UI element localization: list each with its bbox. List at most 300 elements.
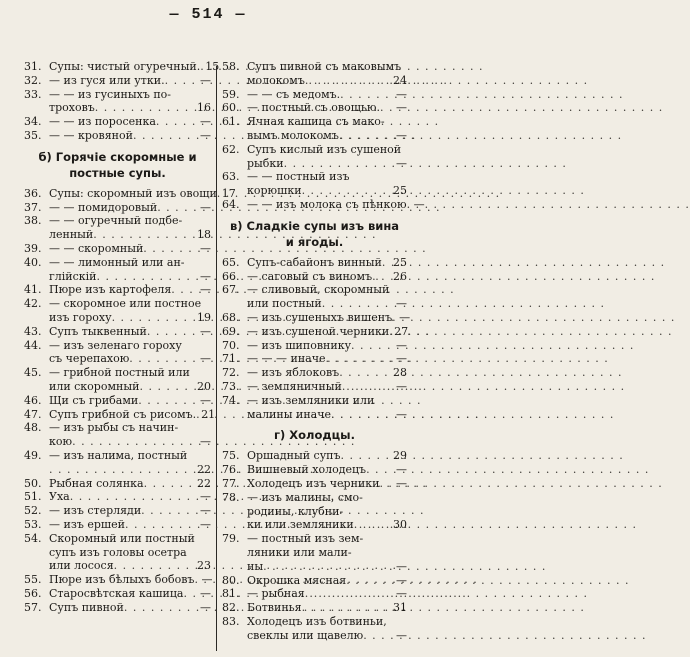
entry-page: 26 (393, 269, 407, 283)
toc-entry (222, 601, 407, 615)
dot-leader (284, 157, 393, 171)
entry-text: Супъ пивной съ маковымъ (247, 60, 402, 73)
toc-entry (24, 115, 211, 129)
section-heading: в) Сладкіе супы изъ вина и ягоды. (229, 218, 400, 249)
entry-text: глійскій (49, 269, 97, 283)
entry-text: Оршадный супъ (247, 449, 341, 463)
toc-entry (24, 242, 211, 256)
dot-leader (157, 201, 197, 215)
entry-number: 72. (222, 366, 240, 380)
entry-page: — (200, 200, 211, 214)
entry-number: 81. (222, 587, 240, 601)
right-column (222, 60, 425, 642)
toc-entry (222, 283, 407, 297)
entry-text: съ черепахою (49, 352, 130, 366)
entry-text: Супы: чистый огуречный. (49, 60, 201, 73)
entry-number: 55. (24, 573, 42, 587)
entry-page: — (396, 407, 407, 421)
toc-entry (24, 201, 211, 215)
entry-text: — — съ медомъ. (247, 87, 341, 101)
toc-entry (24, 129, 211, 143)
dot-leader (382, 256, 392, 270)
entry-number: 73. (222, 379, 240, 393)
entry-number: 82. (222, 601, 240, 615)
entry-number: 67. (222, 283, 240, 297)
toc-entry (24, 339, 211, 353)
entry-text: ны (247, 559, 264, 573)
entry-text: Пюре изъ картофеля (49, 283, 172, 297)
entry-number: 39. (24, 241, 42, 255)
entry-page: — (396, 587, 407, 601)
toc-entry (222, 477, 407, 491)
toc-entry (222, 256, 407, 270)
entry-page: 29 (393, 449, 407, 463)
entry-text: супъ изъ головы осетра (49, 545, 187, 559)
entry-page: 25 (393, 255, 407, 269)
toc-entry (222, 270, 407, 284)
entry-page: — (396, 156, 407, 170)
entry-page: 27 (394, 324, 409, 338)
entry-text: — постный съ овощью. (247, 101, 380, 115)
toc-entry (222, 60, 407, 74)
toc-entry (24, 504, 211, 518)
entry-text: Супъ тыквенный (49, 324, 147, 338)
entry-continuation (24, 380, 211, 394)
entry-page: — (396, 101, 407, 115)
entry-text: — — огуречный подбе- (49, 214, 183, 228)
entry-page: — (200, 73, 211, 87)
entry-text: — изъ сушеныхъ вишенъ (247, 310, 393, 324)
entry-number: 68. (222, 310, 240, 324)
entry-text: — изъ налима, постный (49, 448, 188, 462)
toc-entry (24, 325, 211, 339)
entry-page: 30 (393, 518, 407, 532)
entry-page: 20 (197, 379, 211, 393)
entry-number: 43. (24, 324, 42, 338)
entry-text: ленный (49, 228, 94, 242)
dot-leader (112, 311, 196, 325)
entry-text: — изъ зеленаго гороху (49, 338, 182, 352)
dot-leader (49, 463, 196, 477)
entry-number: 54. (24, 531, 42, 545)
entry-text: — изъ стерляди (49, 504, 142, 518)
entry-page: — (396, 573, 407, 587)
section-heading: г) Холодцы. (274, 428, 355, 443)
toc-entry (24, 601, 211, 615)
entry-continuation (24, 546, 211, 560)
entry-text: Холодецъ изъ черники (247, 476, 380, 490)
entry-page: 17 (221, 186, 236, 200)
toc-entry (222, 574, 407, 588)
toc-entry (222, 197, 425, 212)
entry-number: 48. (24, 421, 42, 435)
entry-page: — (399, 310, 411, 324)
toc-entry (24, 490, 211, 504)
entry-page: — (200, 241, 211, 255)
toc-entry (24, 532, 211, 546)
entry-text: — из гуся или утки. (49, 73, 165, 87)
entry-number: 31. (24, 60, 42, 73)
section-heading: б) Горячіе скоромные и постные супы. (38, 149, 197, 180)
entry-page: — (200, 517, 211, 531)
entry-text: — — скоромный (49, 241, 144, 255)
entry-page: — (200, 600, 211, 614)
entry-number: 69. (222, 324, 240, 338)
toc-entry (24, 573, 211, 587)
entry-page: — (200, 393, 211, 407)
entry-number: 79. (222, 532, 240, 546)
dot-leader (305, 74, 392, 88)
dot-leader (372, 270, 392, 284)
dot-leader (125, 518, 197, 532)
dot-leader (331, 408, 393, 422)
entry-number: 58. (222, 60, 240, 73)
entry-text: малины иначе (247, 407, 332, 421)
toc-entry (222, 170, 407, 184)
entry-number: 75. (222, 449, 240, 463)
entry-text: родины, клубни- (247, 504, 344, 518)
entry-page: 31 (393, 601, 407, 615)
entry-page: 16 (197, 101, 211, 115)
toc-entry (24, 477, 211, 491)
dot-leader (147, 325, 197, 339)
entry-text: Вишневый холодецъ (247, 463, 367, 477)
entry-number: 71. (222, 352, 240, 366)
dot-leader (366, 463, 393, 477)
dot-leader (97, 270, 198, 284)
entry-page: — (396, 463, 407, 477)
dot-leader (263, 560, 393, 574)
entry-continuation (24, 101, 211, 115)
entry-text: — изъ яблоковъ (247, 366, 340, 380)
entry-page: — (201, 573, 213, 587)
dot-leader (165, 74, 197, 88)
toc-entry (222, 88, 407, 102)
entry-number: 80. (222, 573, 240, 587)
entry-page: 19 (197, 310, 211, 324)
entry-number: 42. (24, 297, 42, 311)
entry-continuation (222, 157, 407, 171)
entry-page: 22 (197, 476, 211, 490)
entry-number: 34. (24, 115, 42, 129)
entry-text: — — кровяной (49, 128, 133, 142)
entry-continuation (222, 129, 407, 143)
entry-number: 63. (222, 170, 240, 184)
entry-continuation (24, 270, 211, 284)
entry-text: ляники или мали- (247, 545, 352, 559)
entry-page: — (396, 352, 407, 366)
entry-number: 49. (24, 448, 42, 462)
entry-text: — земляничный (247, 379, 342, 393)
entry-text: — изъ ершей (49, 517, 125, 531)
dot-leader (340, 88, 393, 102)
toc-entry (24, 407, 216, 422)
entry-text: Окрошка мясная (247, 573, 347, 587)
toc-entry (222, 615, 407, 629)
entry-text: Уха (49, 490, 70, 504)
entry-text: — — — иначе (247, 352, 326, 366)
toc-entry (24, 366, 211, 380)
entry-page: — (200, 128, 211, 142)
entry-page: — (200, 490, 211, 504)
entry-text: — изъ сушеной черники (247, 324, 390, 338)
entry-text: Холодецъ изъ ботвиньи, (247, 614, 387, 628)
entry-continuation (24, 311, 211, 325)
dot-leader (342, 380, 393, 394)
toc-entry (222, 325, 407, 339)
toc-entry (222, 532, 407, 546)
toc-entry (222, 310, 411, 325)
entry-page: — (200, 435, 211, 449)
dot-leader (171, 283, 197, 297)
dot-leader (339, 366, 392, 380)
entry-number: 77. (222, 476, 240, 490)
entry-number: 35. (24, 128, 42, 142)
entry-number: 76. (222, 463, 240, 477)
toc-entry (24, 186, 236, 201)
entry-text: корюшки (247, 184, 302, 198)
dot-leader (144, 477, 196, 491)
dot-leader (156, 115, 197, 129)
entry-continuation (222, 629, 407, 643)
toc-entry (24, 518, 211, 532)
toc-entry (24, 449, 211, 463)
entry-number: 38. (24, 214, 42, 228)
entry-continuation (24, 352, 211, 366)
entry-continuation (222, 297, 407, 311)
entry-page: 15 (205, 60, 220, 73)
entry-text: Пюре изъ бѣлыхъ бобовъ (49, 573, 195, 587)
entry-text: Супъ грибной съ рисомъ. (49, 407, 197, 421)
dot-leader (72, 435, 197, 449)
entry-page: 28 (393, 366, 407, 380)
dot-leader (138, 394, 197, 408)
entry-text: — — лимонный или ан- (49, 255, 185, 269)
entry-text: Супъ-сабайонъ винный (247, 255, 382, 269)
toc-entry (222, 366, 407, 380)
entry-number: 62. (222, 142, 240, 156)
entry-page: — (200, 352, 211, 366)
entry-text: — изъ малины, смо- (247, 490, 363, 504)
entry-number: 66. (222, 269, 240, 283)
toc-entry (222, 587, 407, 601)
entry-number: 51. (24, 490, 42, 504)
entry-text: — — из поросенка (49, 115, 156, 129)
entry-page: — (200, 269, 211, 283)
dot-leader (133, 129, 197, 143)
entry-page: 23 (197, 559, 211, 573)
entry-text: — — из гусиныхъ по- (49, 87, 172, 101)
entry-text: — скоромное или постное (49, 297, 202, 311)
entry-page: — (413, 197, 425, 211)
dot-leader (354, 518, 392, 532)
entry-text: или скоромный (49, 379, 140, 393)
entry-number: 65. (222, 255, 240, 269)
entry-number: 50. (24, 476, 42, 490)
dot-leader (326, 352, 394, 366)
dot-leader (322, 297, 393, 311)
entry-page: — (396, 476, 407, 490)
entry-continuation (222, 560, 407, 574)
entry-number: 52. (24, 504, 42, 518)
entry-text: ки или земляники (247, 518, 354, 532)
entry-number: 36. (24, 186, 42, 200)
entry-text: Супы: скоромный изъ овощи (49, 186, 217, 200)
toc-entry (24, 256, 211, 270)
entry-number: 78. (222, 490, 240, 504)
entry-number: 70. (222, 338, 240, 352)
toc-entry (24, 88, 211, 102)
entry-number: 74. (222, 393, 240, 407)
toc-entry (24, 421, 211, 435)
entry-page: 18 (197, 228, 211, 242)
entry-number: 45. (24, 366, 42, 380)
entry-text: — изъ земляники или (247, 393, 375, 407)
entry-text: рыбки (247, 156, 284, 170)
entry-text: или лосося (49, 559, 114, 573)
entry-number: 61. (222, 115, 240, 129)
entry-text: — грибной постный или (49, 366, 190, 380)
toc-entry (222, 463, 407, 477)
toc-entry (24, 60, 220, 74)
entry-text: Рыбная солянка (49, 476, 144, 490)
entry-text: — — помидоровый (49, 200, 158, 214)
entry-number: 46. (24, 393, 42, 407)
dot-leader (114, 559, 196, 573)
dot-leader (95, 101, 196, 115)
toc-entry (222, 449, 407, 463)
entry-number: 59. (222, 87, 240, 101)
entry-page: — (396, 559, 407, 573)
entry-page: — (396, 379, 407, 393)
toc-entry (24, 394, 211, 408)
entry-number: 57. (24, 600, 42, 614)
toc-entry (222, 380, 407, 394)
entry-page: — (200, 324, 211, 338)
dot-leader (380, 101, 393, 115)
entry-text: вымъ молокомъ (247, 128, 339, 142)
entry-page: — (396, 338, 407, 352)
entry-page: 24 (393, 73, 407, 87)
entry-number: 56. (24, 586, 42, 600)
entry-continuation (222, 505, 407, 519)
entry-continuation (24, 228, 211, 242)
entry-text: — рыбная (247, 587, 305, 601)
entry-number: 37. (24, 200, 42, 214)
entry-continuation (24, 435, 211, 449)
page-number: — 514 — (169, 6, 247, 23)
toc-entry (24, 587, 211, 601)
entry-number: 83. (222, 614, 240, 628)
dot-leader (129, 352, 197, 366)
entry-number: 40. (24, 255, 42, 269)
dot-leader (141, 504, 197, 518)
entry-text: — — постный изъ (247, 170, 350, 184)
entry-number: 32. (24, 73, 42, 87)
entry-number: 53. (24, 517, 42, 531)
entry-page: — (200, 283, 211, 297)
dot-leader (305, 587, 393, 601)
dot-leader (183, 587, 197, 601)
entry-page: — (200, 115, 211, 129)
toc-entry (24, 214, 211, 228)
dot-leader (70, 490, 197, 504)
entry-continuation (222, 184, 407, 198)
entry-text: или постный (247, 297, 322, 311)
entry-text: — — изъ молока съ пѣнкою (247, 197, 407, 211)
entry-page: — (396, 297, 407, 311)
entry-text: Ботвинья (247, 601, 302, 615)
entry-page: — (200, 586, 211, 600)
dot-leader (363, 629, 393, 643)
entry-text: Супъ кислый изъ сушеной (247, 142, 402, 156)
entry-number: 33. (24, 87, 42, 101)
entry-text: — сливовый, скоромный (247, 283, 390, 297)
entry-page: — (396, 87, 407, 101)
dot-leader (143, 242, 197, 256)
toc-entry (222, 115, 407, 129)
entry-text: Скоромный или постный (49, 531, 195, 545)
dot-leader (341, 449, 393, 463)
dot-leader (139, 380, 196, 394)
entry-continuation (24, 559, 211, 573)
entry-text: кою (49, 435, 73, 449)
entry-number: 41. (24, 283, 42, 297)
entry-number: 44. (24, 338, 42, 352)
entry-continuation (222, 546, 407, 560)
entry-continuation (222, 518, 407, 532)
dot-leader (124, 601, 197, 615)
dot-leader (339, 129, 393, 143)
entry-page: — (396, 628, 407, 642)
entry-text: — постный изъ зем- (247, 532, 364, 546)
entry-page: 21 (201, 407, 216, 421)
entry-number: 64. (222, 197, 240, 211)
dot-leader (351, 339, 393, 353)
toc-entry (24, 297, 211, 311)
entry-text: Супъ пивной (49, 600, 124, 614)
entry-continuation (222, 408, 407, 422)
toc-entry (222, 101, 407, 115)
dot-leader (379, 477, 393, 491)
entry-continuation (24, 463, 211, 477)
entry-number: 60. (222, 101, 240, 115)
entry-continuation (222, 74, 407, 88)
entry-text: — изъ рыбы съ начин- (49, 421, 179, 435)
entry-text: — изъ шиповнику (247, 338, 352, 352)
toc-entry (222, 339, 407, 353)
entry-text: — саговый съ виномъ (247, 269, 373, 283)
dot-leader (93, 228, 196, 242)
toc-entry (24, 74, 211, 88)
entry-text: Старосвѣтская кашица (49, 586, 184, 600)
entry-text: Ячная кашица съ мако- (247, 115, 385, 129)
entry-text: свеклы или щавелю (247, 628, 364, 642)
entry-page: — (396, 128, 407, 142)
toc-entry (222, 491, 407, 505)
entry-text: Щи съ грибами (49, 393, 139, 407)
toc-entry (24, 283, 211, 297)
entry-text: изъ гороху (49, 310, 112, 324)
toc-entry (222, 352, 407, 366)
entry-page: 25 (393, 184, 407, 198)
entry-page: — (200, 504, 211, 518)
entry-number: 47. (24, 407, 42, 421)
toc-entry (222, 394, 407, 408)
entry-text: молокомъ (247, 73, 305, 87)
entry-text: троховъ (49, 101, 95, 115)
toc-entry (222, 143, 407, 157)
